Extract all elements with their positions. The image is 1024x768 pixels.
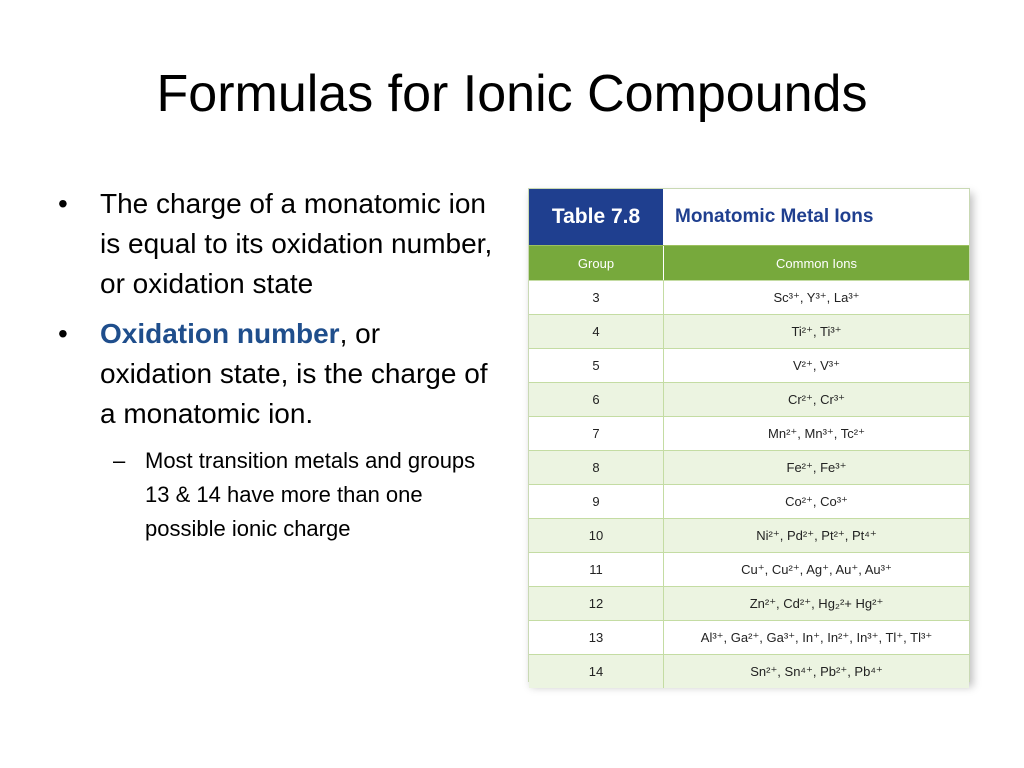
slide-body [58,184,498,546]
ions-cell: Ti²⁺, Ti³⁺ [791,323,842,339]
ions-cell: Co²⁺, Co³⁺ [785,493,848,509]
table-row [529,382,969,416]
table-row [529,586,969,620]
group-cell: 12 [529,587,664,620]
table-row [529,280,969,314]
group-cell: 11 [529,553,664,586]
ion-table [528,188,970,682]
table-header [529,189,969,246]
ions-cell: Sn²⁺, Sn⁴⁺, Pb²⁺, Pb⁴⁺ [750,663,883,679]
group-cell: 9 [529,485,664,518]
bullet-marker: • [58,188,68,219]
group-cell: 5 [529,349,664,382]
group-cell: 3 [529,281,664,314]
ions-cell: Ni²⁺, Pd²⁺, Pt²⁺, Pt⁴⁺ [756,527,877,543]
group-cell: 10 [529,519,664,552]
bullet-item [58,184,498,304]
ions-cell: V²⁺, V³⁺ [793,357,840,373]
group-cell: 8 [529,451,664,484]
table-title: Monatomic Metal Ions [675,206,874,227]
bullet-text-rest: , or oxidation state, is the charge of a monatomic ion. [100,318,488,429]
sub-bullet-text: Most transition metals and groups 13 & 14 have more than one possible ionic charge [145,448,476,541]
column-header-ions: Common Ions [776,255,857,271]
bullet-text: The charge of a monatomic ion is equal to its oxidation number, or oxidation state [100,188,493,299]
table-row [529,518,969,552]
ions-cell: Sc³⁺, Y³⁺, La³⁺ [773,289,860,305]
group-cell: 4 [529,315,664,348]
table-row [529,654,969,688]
table-row [529,314,969,348]
bullet-marker: • [58,318,68,349]
sub-bullet-marker: – [113,448,126,473]
group-cell: 6 [529,383,664,416]
table-row [529,484,969,518]
table-row [529,552,969,586]
ions-cell: Zn²⁺, Cd²⁺, Hg₂²+ Hg²⁺ [749,595,884,611]
table-row [529,348,969,382]
table-row [529,620,969,654]
bullet-text [100,314,498,434]
ions-cell: Cu⁺, Cu²⁺, Ag⁺, Au⁺, Au³⁺ [741,561,892,577]
group-cell: 13 [529,621,664,654]
ions-cell: Cr²⁺, Cr³⁺ [787,391,846,407]
table-number: Table 7.8 [529,189,663,245]
key-term: Oxidation number [100,318,340,349]
ions-cell: Fe²⁺, Fe³⁺ [786,459,847,475]
table-row [529,416,969,450]
column-header-group: Group [529,246,664,280]
slide-title: Formulas for Ionic Compounds [156,65,868,123]
ions-cell: Al³⁺, Ga²⁺, Ga³⁺, In⁺, In²⁺, In³⁺, Tl⁺, Tl³⁺ [700,629,933,645]
table-column-headers [529,246,969,280]
table-body [529,280,969,688]
sub-bullet-item [113,444,498,546]
bullet-item [58,314,498,434]
group-cell: 7 [529,417,664,450]
table-row [529,450,969,484]
group-cell: 14 [529,655,664,688]
ions-cell: Mn²⁺, Mn³⁺, Tc²⁺ [768,425,865,441]
